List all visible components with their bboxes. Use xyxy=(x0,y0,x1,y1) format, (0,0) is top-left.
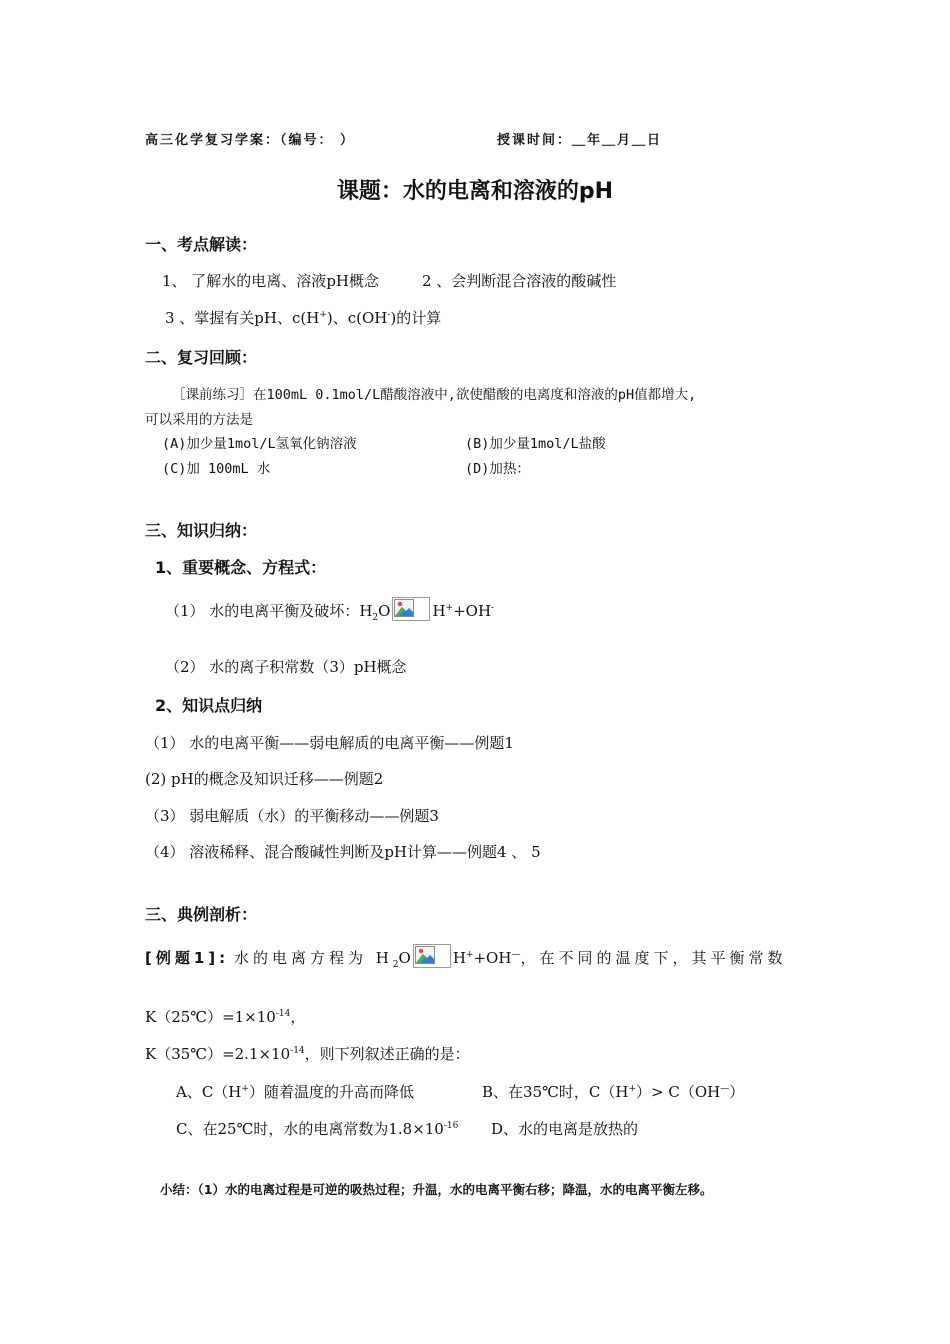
choice-b-post: ）> C（OH xyxy=(636,1083,721,1101)
summary-label: 小结： xyxy=(160,1182,198,1197)
practice-line1: ［课前练习］在100mL 0.1mol/L醋酸溶液中,欲使醋酸的电离度和溶液的pH值都增大, xyxy=(172,387,697,403)
choice-d: D、水的电离是放热的 xyxy=(491,1120,639,1138)
knowledge-item4: （4） 溶液稀释、混合酸碱性判断及pH计算——例题4 、 5 xyxy=(145,843,541,861)
example1-text1: 水的电离方程为 H xyxy=(233,949,393,967)
choice-c xyxy=(176,1118,458,1139)
eq-plus: + xyxy=(445,603,454,613)
choice-b-sup: + xyxy=(628,1084,636,1094)
ex-h: H xyxy=(452,949,466,967)
option-c: (C)加 100mL 水 xyxy=(162,461,271,477)
choice-a-pre: A、C（H xyxy=(176,1083,242,1101)
ex-minus: — xyxy=(511,950,521,960)
choice-a-sup: + xyxy=(241,1084,249,1094)
option-a: (A)加少量1mol/L氢氧化钠溶液 xyxy=(162,436,357,452)
choice-c-exp: -16 xyxy=(443,1121,459,1131)
eq-sub2: 2 xyxy=(372,613,379,623)
choice-a xyxy=(176,1081,414,1102)
section1-item1: 1、 了解水的电离、溶液pH概念 xyxy=(162,272,379,290)
eq-h: H xyxy=(432,602,446,620)
knowledge-item1: （1） 水的电离平衡——弱电解质的电离平衡——例题1 xyxy=(145,734,514,752)
section3-item2-3: （2） 水的离子积常数（3）pH概念 xyxy=(165,658,407,676)
eq-label: （1） 水的电离平衡及破坏：H xyxy=(165,602,373,620)
option-d: (D)加热： xyxy=(465,461,530,477)
ex-o: O xyxy=(398,949,411,967)
k25-exp: -14 xyxy=(275,1009,291,1019)
ex-sub2: 2 xyxy=(392,960,399,970)
option-b: (B)加少量1mol/L盐酸 xyxy=(465,436,606,452)
k35-post: ，则下列叙述正确的是： xyxy=(304,1045,470,1063)
k35-pre: K（35℃）=2.1×10 xyxy=(145,1045,291,1063)
eq-oh: +OH xyxy=(453,602,492,620)
k25-pre: K（25℃）=1×10 xyxy=(145,1008,276,1026)
section1-heading: 一、考点解读： xyxy=(145,235,258,254)
section4-heading: 三、典例剖析： xyxy=(145,905,258,924)
choice-b-sup2: — xyxy=(720,1084,730,1094)
broken-image-icon xyxy=(413,944,451,968)
k25-post: ， xyxy=(290,1008,306,1026)
k35-exp: -14 xyxy=(290,1046,305,1056)
k35-line xyxy=(145,1043,470,1064)
section3-sub1: 1、重要概念、方程式： xyxy=(155,558,327,577)
item3-post: )的计算 xyxy=(390,309,442,327)
section3-heading: 三、知识归纳： xyxy=(145,521,258,540)
example1-text2: ，在不同的温度下，其平衡常数 xyxy=(520,949,787,967)
k25-line xyxy=(145,1006,305,1027)
section1-item2: 2 、会判断混合溶液的酸碱性 xyxy=(422,272,617,290)
item3-pre: 3 、掌握有关pH、c(H xyxy=(165,309,320,327)
summary-line xyxy=(160,1180,712,1198)
ex-plus: + xyxy=(465,950,474,960)
eq-o: O xyxy=(378,602,391,620)
choice-c-pre: C、在25℃时，水的电离常数为1.8×10 xyxy=(176,1120,444,1138)
page-title: 课题：水的电离和溶液的pH xyxy=(336,179,614,204)
knowledge-item3: （3） 弱电解质（水）的平衡移动——例题3 xyxy=(145,807,439,825)
practice-line2: 可以采用的方法是 xyxy=(145,412,253,428)
knowledge-item2: (2) pH的概念及知识迁移——例题2 xyxy=(145,770,384,788)
sup-minus: - xyxy=(387,310,391,320)
item3-mid: )、c(OH xyxy=(326,309,388,327)
choice-b xyxy=(482,1081,744,1102)
eq-minus: - xyxy=(491,603,495,613)
equation-line xyxy=(165,597,494,621)
example1-line xyxy=(145,944,810,968)
choice-b-pre: B、在35℃时，C（H xyxy=(482,1083,629,1101)
section3-sub2: 2、知识点归纳 xyxy=(155,696,263,715)
header-left: 高三化学复习学案：（编号： ） xyxy=(145,133,356,148)
section1-item3 xyxy=(165,307,441,328)
section2-heading: 二、复习回顾： xyxy=(145,348,258,367)
ex-oh: +OH xyxy=(473,949,512,967)
choice-a-post: ）随着温度的升高而降低 xyxy=(248,1083,414,1101)
summary-text: （1）水的电离过程是可逆的吸热过程；升温，水的电离平衡右移；降温，水的电离平衡左移。 xyxy=(197,1182,713,1197)
example1-label: [例题1]: xyxy=(145,949,230,967)
choice-b-end: ） xyxy=(729,1083,745,1101)
sup-plus: + xyxy=(319,310,327,320)
broken-image-icon xyxy=(392,597,430,621)
header-right: 授课时间：＿年＿月＿日 xyxy=(497,133,663,148)
